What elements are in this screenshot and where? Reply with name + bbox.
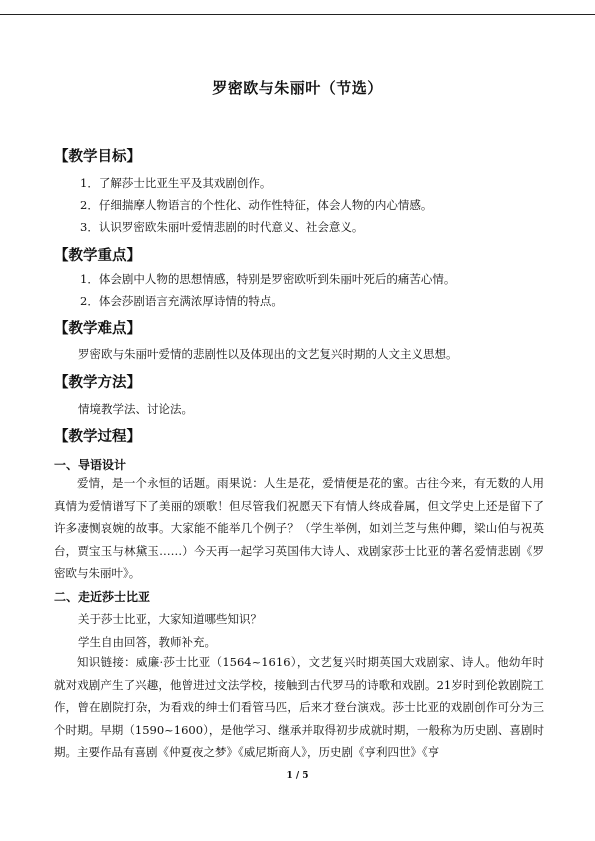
key-points-heading: 【教学重点】 xyxy=(54,248,141,264)
process-heading: 【教学过程】 xyxy=(54,429,141,445)
page-number: 1 / 5 xyxy=(286,771,309,781)
intro-paragraph: 爱情，是一个永恒的话题。雨果说：人生是花，爱情便是花的蜜。古往今来，有无数的人用真情为爱情谱写下了美丽的颂歌！但尽管我们祝愿天下有情人终成眷属，但文学史上还是留下了许多凄恻哀婉的故事。大家能不能举几个例子？（学生举例，如刘兰芝与焦仲卿，梁山伯与祝英台，贾宝玉与林黛玉……）今天再一起学习英国伟大诗人、戏剧家莎士比亚的著名爱情悲剧《罗密欧与朱丽叶》。 xyxy=(54,476,544,580)
objective-item-3: 3．认识罗密欧朱丽叶爱情悲剧的时代意义、社会意义。 xyxy=(80,220,364,234)
shakespeare-question: 关于莎士比亚，大家知道哪些知识？ xyxy=(78,612,262,626)
difficulties-text: 罗密欧与朱丽叶爱情的悲剧性以及体现出的文艺复兴时期的人文主义思想。 xyxy=(78,347,458,361)
difficulties-heading: 【教学难点】 xyxy=(54,321,141,337)
methods-heading: 【教学方法】 xyxy=(54,375,141,391)
shakespeare-knowledge-paragraph: 知识链接：威廉·莎士比亚（1564~1616），文艺复兴时期英国大戏剧家、诗人。他幼年时就对戏剧产生了兴趣，他曾进过文法学校，接触到古代罗马的诗歌和戏剧。21岁时到伦敦剧院工作，曾在剧院打杂，为看戏的绅士们看管马匹，后来才登台演戏。莎士比亚的戏剧创作可分为三个时期。早期（1590~1600），是他学习、继承并取得初步成就时期，一般称为历史剧、喜剧时期。主要作品有喜剧《仲夏夜之梦》《威尼斯商人》，历史剧《亨利四世》《亨 xyxy=(54,655,544,759)
key-point-item-2: 2．体会莎剧语言充满浓厚诗情的特点。 xyxy=(80,294,283,308)
objectives-heading: 【教学目标】 xyxy=(54,149,141,165)
objective-item-2: 2．仔细揣摩人物语言的个性化、动作性特征，体会人物的内心情感。 xyxy=(80,198,433,212)
objective-item-1: 1．了解莎士比亚生平及其戏剧创作。 xyxy=(80,176,272,190)
key-point-item-1: 1．体会剧中人物的思想情感，特别是罗密欧听到朱丽叶死后的痛苦心情。 xyxy=(80,272,456,286)
intro-heading: 一、导语设计 xyxy=(54,458,127,472)
top-rule xyxy=(0,14,595,15)
shakespeare-heading: 二、走近莎士比亚 xyxy=(54,590,151,604)
page-title: 罗密欧与朱丽叶（节选） xyxy=(212,79,383,97)
shakespeare-answer: 学生自由回答，教师补充。 xyxy=(78,635,216,649)
methods-text: 情境教学法、讨论法。 xyxy=(78,402,193,416)
